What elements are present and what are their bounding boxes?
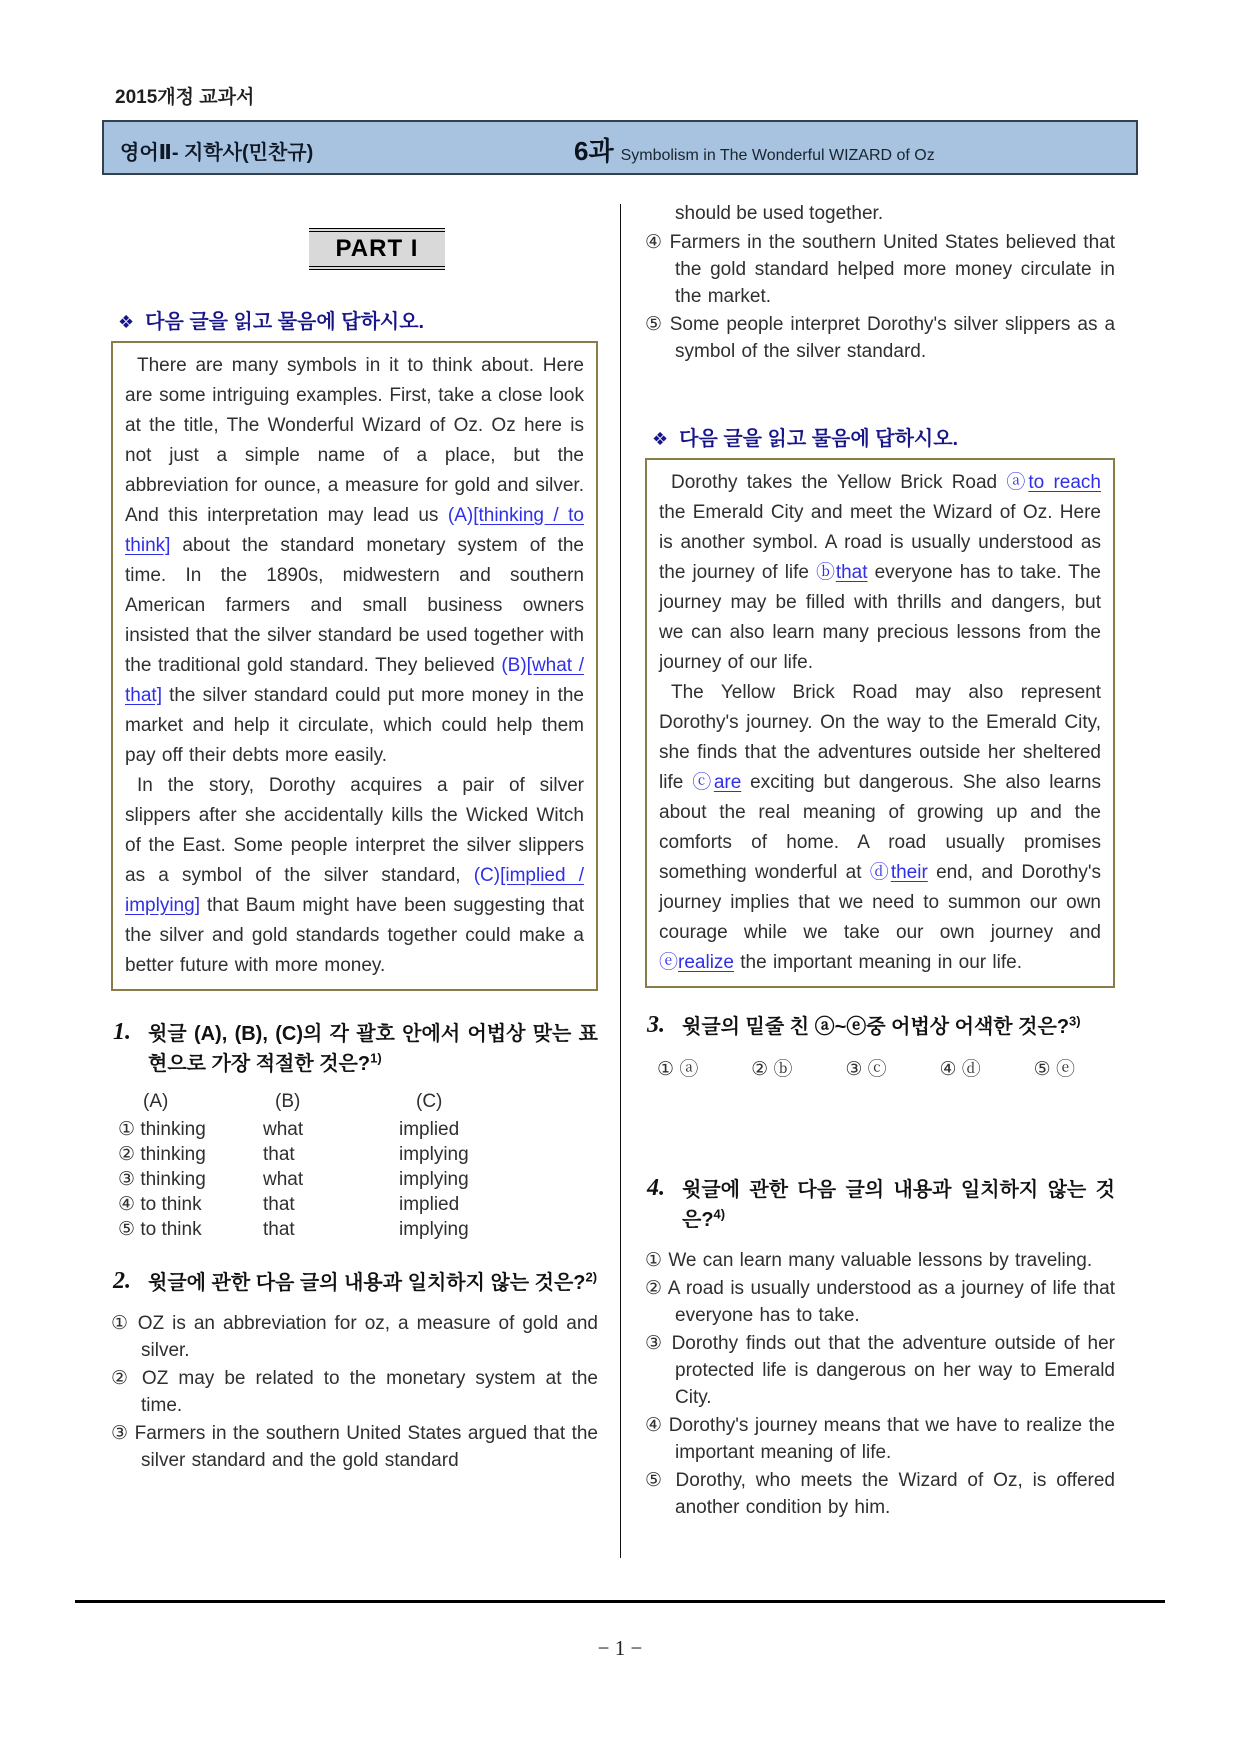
question-3-options [645,1056,1075,1083]
instruction-text: 다음 글을 읽고 물음에 답하시오. [679,428,959,450]
cell-a [111,1142,263,1167]
question-number: 2. [113,1268,131,1294]
subject-label: 영어Ⅱ- 지학사(민찬규) [120,142,314,164]
diamond-icon: ❖ [652,429,669,449]
option [645,1412,1115,1466]
cell-value: thinking [140,1169,206,1190]
grammar-choice-text: [thinking / to think] [125,505,584,556]
column-header-b: (B) [275,1091,301,1112]
option [845,1056,886,1083]
option-value: ⓐ [679,1059,699,1080]
column-divider [620,204,621,1558]
question-3-header [645,1012,1115,1042]
text-segment: the Emerald City and meet the Wizard of Oz. Here is another symbol. A road is usually understood as the journey of life [659,502,1101,583]
cell-a [111,1117,263,1142]
question-text [148,1019,598,1079]
footer-divider [75,1600,1165,1603]
grammar-choice-marker: (B) [501,655,527,676]
question-1-header [111,1019,598,1079]
cell-value: thinking [140,1144,206,1165]
text-segment: The Yellow Brick Road may also represent Dorothy's journey. On the way to the Emerald City, she finds that the adventures outside her sheltered life [659,682,1101,793]
option-number: ⑤ [645,314,663,335]
question-2-options-left [111,1310,598,1474]
passage-2-paragraph-2 [659,678,1101,978]
section-instruction-2 [645,427,1115,451]
cell-b: what [263,1119,304,1140]
passage-2-paragraph-1 [659,468,1101,678]
grammar-choice-text: are [713,772,742,793]
question-text [682,1012,1115,1042]
table-row [111,1117,598,1142]
option [645,229,1115,310]
cell-c: implied [399,1119,460,1140]
option-number: ① [645,1250,663,1271]
left-column [111,228,598,1474]
option-number: ① [657,1059,675,1080]
option-number: ② [111,1368,132,1389]
option [645,1247,1115,1274]
chapter-title: Symbolism in The Wonderful WIZARD of Oz [620,147,935,164]
passage-1-paragraph-2 [125,771,584,981]
cell-value: to think [140,1219,202,1240]
text-segment: that Baum might have been suggesting that the silver and gold standards together could make a better future with more money. [125,895,584,976]
option-number: ⑤ [645,1470,666,1491]
option-number: ③ [645,1333,664,1354]
option-number: ④ [939,1059,957,1080]
option-value: ⓒ [867,1059,887,1080]
question-1-answer-table [111,1089,598,1242]
grammar-choice-marker: (C) [473,865,501,886]
option [111,1365,598,1419]
question-2-text: 윗글에 관한 다음 글의 내용과 일치하지 않는 것은? [148,1272,586,1294]
footnote-marker: 1) [370,1050,382,1066]
table-row [111,1192,598,1217]
option-number: ④ [645,1415,663,1436]
question-1-text: 윗글 (A), (B), (C)의 각 괄호 안에서 어법상 맞는 표현으로 가장 적절한 것은? [148,1023,598,1075]
option [111,1420,598,1474]
table-row [111,1217,598,1242]
cell-c: implied [399,1194,460,1215]
question-number: 3. [647,1012,665,1038]
chapter-group [574,131,935,168]
text-segment: There are many symbols in it to think about. Here are some intriguing examples. First, take a close look at the title, The Wonderful Wizard of Oz. Oz here is not just a simple name of a place, but the abbreviation for ounce, a measure for gold and silver. And this interpretation may lead us [125,355,584,526]
text-segment: end, and Dorothy's journey implies that we need to summon our own courage while we take our own journey and [659,862,1101,943]
right-column [645,200,1115,1521]
option-number: ③ [118,1169,136,1190]
question-2-header [111,1268,598,1298]
diamond-icon: ❖ [118,312,135,332]
cell-value: thinking [140,1119,206,1140]
text-segment: about the standard monetary system of the time. In the 1890s, midwestern and southern American farmers and small business owners insisted that the silver standard be used together with the traditional gold standard. They believed [125,535,584,676]
option [645,1330,1115,1411]
footnote-marker: 4) [713,1206,726,1222]
doc-label: 2015개정 교과서 [115,87,255,108]
cell-a [111,1217,263,1242]
footnote-marker: 3) [1069,1013,1081,1029]
text-segment: the important meaning in our life. [734,952,1022,973]
grammar-choice-marker: ⓔ [659,952,679,973]
option-text: A road is usually understood as a journey of life that everyone has to take. [667,1278,1115,1326]
option-text: Dorothy's journey means that we have to realize the important meaning of life. [668,1415,1115,1463]
option-number: ④ [645,232,663,253]
grammar-choice-text: [what / that] [125,655,584,706]
text-segment: In the story, Dorothy acquires a pair of silver slippers after she accidentally kills the Wicked Witch of the East. Some people interpret the silver slippers as a symbol of the silver standard, [125,775,584,886]
grammar-choice-text: to reach [1028,472,1101,493]
grammar-choice-marker: ⓑ [816,562,836,583]
option-text: Farmers in the southern United States believed that the gold standard helped more money circulate in the market. [669,232,1115,307]
option-number: ② [118,1144,136,1165]
question-number: 1. [113,1019,131,1045]
question-4-text: 윗글에 관한 다음 글의 내용과 일치하지 않는 것은? [682,1179,1115,1231]
cell-b: that [263,1144,295,1165]
option-text: Some people interpret Dorothy's silver slippers as a symbol of the silver standard. [669,314,1116,362]
cell-c: implying [399,1219,469,1240]
option [751,1056,792,1083]
grammar-choice-text: [implied / implying] [125,865,584,916]
grammar-choice-marker: ⓒ [692,772,714,793]
text-segment: Dorothy takes the Yellow Brick Road [671,472,1007,493]
option-number: ③ [111,1423,129,1444]
option-number: ⑤ [118,1219,136,1240]
table-row [111,1167,598,1192]
option-text: We can learn many valuable lessons by traveling. [668,1250,1093,1271]
column-header-c: (C) [416,1091,443,1112]
option-text: Dorothy finds out that the adventure outside of her protected life is dangerous on her way to Emerald City. [671,1333,1115,1408]
cell-b: that [263,1194,295,1215]
option-number: ① [118,1119,136,1140]
question-3-text: 윗글의 밑줄 친 ⓐ~ⓔ중 어법상 어색한 것은? [682,1016,1070,1038]
question-4-header [645,1175,1115,1235]
cell-c: implying [399,1169,469,1190]
option-text: OZ is an abbreviation for oz, a measure of gold and silver. [137,1313,598,1361]
footnote-marker: 2) [585,1269,598,1285]
passage-2 [645,458,1115,988]
page-number: − 1 − [597,1636,643,1660]
grammar-choice-text: their [890,862,928,883]
option-text: Dorothy, who meets the Wizard of Oz, is offered another condition by him. [675,1470,1116,1518]
question-4-options [645,1247,1115,1521]
passage-1-paragraph-1 [125,351,584,771]
option-number: ② [751,1059,769,1080]
cell-c: implying [399,1144,469,1165]
option [1034,1056,1075,1083]
chapter-number: 6과 [574,136,614,166]
option-number: ① [111,1313,130,1334]
passage-1 [111,341,598,991]
question-text [682,1175,1115,1235]
text-segment: exciting but dangerous. She also learns about the real meaning of growing up and the comforts of home. A road usually promises something wonderful at [659,772,1101,883]
option-value: ⓓ [961,1059,981,1080]
option-3-continuation: should be used together. [675,203,884,224]
text-segment: the silver standard could put more money in the market and help it circulate, which could help them pay off their debts more easily. [125,685,584,766]
header-bar [102,120,1138,175]
option-text: Farmers in the southern United States argued that the silver standard and the gold standard [134,1423,598,1471]
part-label: PART I [309,228,445,270]
option-value: ⓑ [773,1059,793,1080]
option-value: ⓔ [1055,1059,1075,1080]
table-header-row [111,1089,598,1114]
section-instruction-1 [111,310,598,334]
option-number: ⑤ [1033,1059,1051,1080]
cell-a [111,1192,263,1217]
cell-b: what [263,1169,304,1190]
column-header-a: (A) [143,1091,169,1112]
question-text [148,1268,598,1298]
table-row [111,1142,598,1167]
option-number: ② [645,1278,663,1299]
option [111,1310,598,1364]
cell-a [111,1167,263,1192]
grammar-choice-marker: ⓐ [1006,472,1029,493]
cell-b: that [263,1219,295,1240]
option [645,1275,1115,1329]
grammar-choice-marker: (A) [447,505,474,526]
option [645,311,1115,365]
instruction-text: 다음 글을 읽고 물음에 답하시오. [145,311,425,333]
grammar-choice-marker: ⓓ [869,862,891,883]
question-2-options-right [645,229,1115,365]
option [939,1056,980,1083]
option-number: ③ [845,1059,863,1080]
option-number: ④ [118,1194,136,1215]
option [657,1056,698,1083]
option [645,1467,1115,1521]
cell-value: to think [140,1194,202,1215]
grammar-choice-text: that [835,562,868,583]
question-number: 4. [647,1175,665,1201]
text-segment: everyone has to take. The journey may be filled with thrills and dangers, but we can also learn many precious lessons from the journey of our life. [659,562,1101,673]
grammar-choice-text: realize [678,952,734,973]
option-text: OZ may be related to the monetary system at the time. [141,1368,598,1416]
